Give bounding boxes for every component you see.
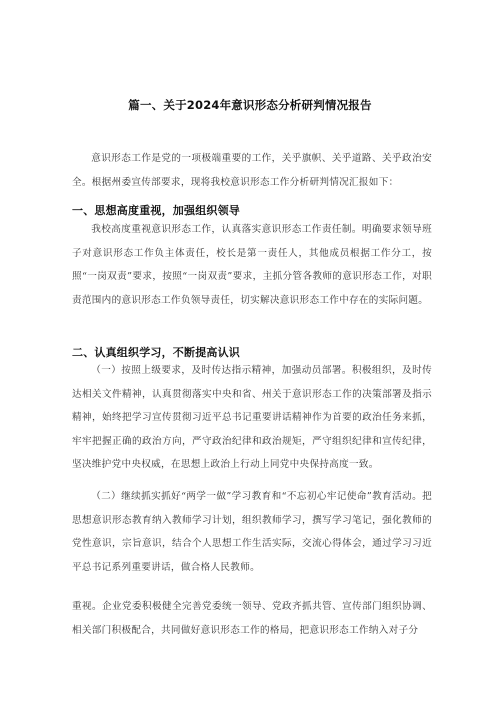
section-1-heading: 一、思想高度重视，加强组织领导 (72, 204, 240, 217)
section-2-item-1: （一）按照上级要求，及时传达指示精神，加强动员部署。积极组织，及时传达相关文件精神，认真贯彻落实中央和省、州关于意识形态工作的决策部署及指示精神，始终把学习宣传贯彻习近平总书记重要讲话精神作为首要的政治任务来抓，牢牢把握正确的政治方向，严守政治纪律和政治规矩，严守组织纪律和宣传纪律，坚决维护党中央权威，在思想上政治上行动上同党中央保持高度一致。 (72, 365, 432, 470)
intro-paragraph: 意识形态工作是党的一项极端重要的工作，关乎旗帜、关乎道路、关乎政治安全。根据州委宣传部要求，现将我校意识形态工作分析研判情况汇报如下： (72, 153, 432, 188)
section-2-item-2: （二）继续抓实抓好“两学一做”学习教育和“不忘初心牢记使命”教育活动。把思想意识形态教育纳入教师学习计划，组织教师学习，撰写学习笔记，强化教师的党性意识，宗旨意识，结合个人思想工作生活实际，交流心得体会，通过学习习近平总书记系列重要讲话，做合格人民教师。 (72, 491, 432, 573)
section-2-heading: 二、认真组织学习，不断提高认识 (72, 346, 240, 359)
document-title: 篇一、关于2024年意识形态分析研判情况报告 (128, 98, 372, 112)
section-1-paragraph: 我校高度重视意识形态工作，认真落实意识形态工作责任制。明确要求领导班子对意识形态工作负主体责任，校长是第一责任人，其他成员根据工作分工，按照“一岗双责”要求，按照“一岗双责”要求，主抓分管各教师的意识形态工作，对职责范围内的意识形态工作负领导责任，切实解决意识形态工作中存在的实际问题。 (72, 224, 432, 306)
next-fragment-paragraph: 重视。企业党委积极健全完善党委统一领导、党政齐抓共管、宣传部门组织协调、相关部门积极配合，共同做好意识形态工作的格局，把意识形态工作纳入对子分 (72, 601, 432, 636)
